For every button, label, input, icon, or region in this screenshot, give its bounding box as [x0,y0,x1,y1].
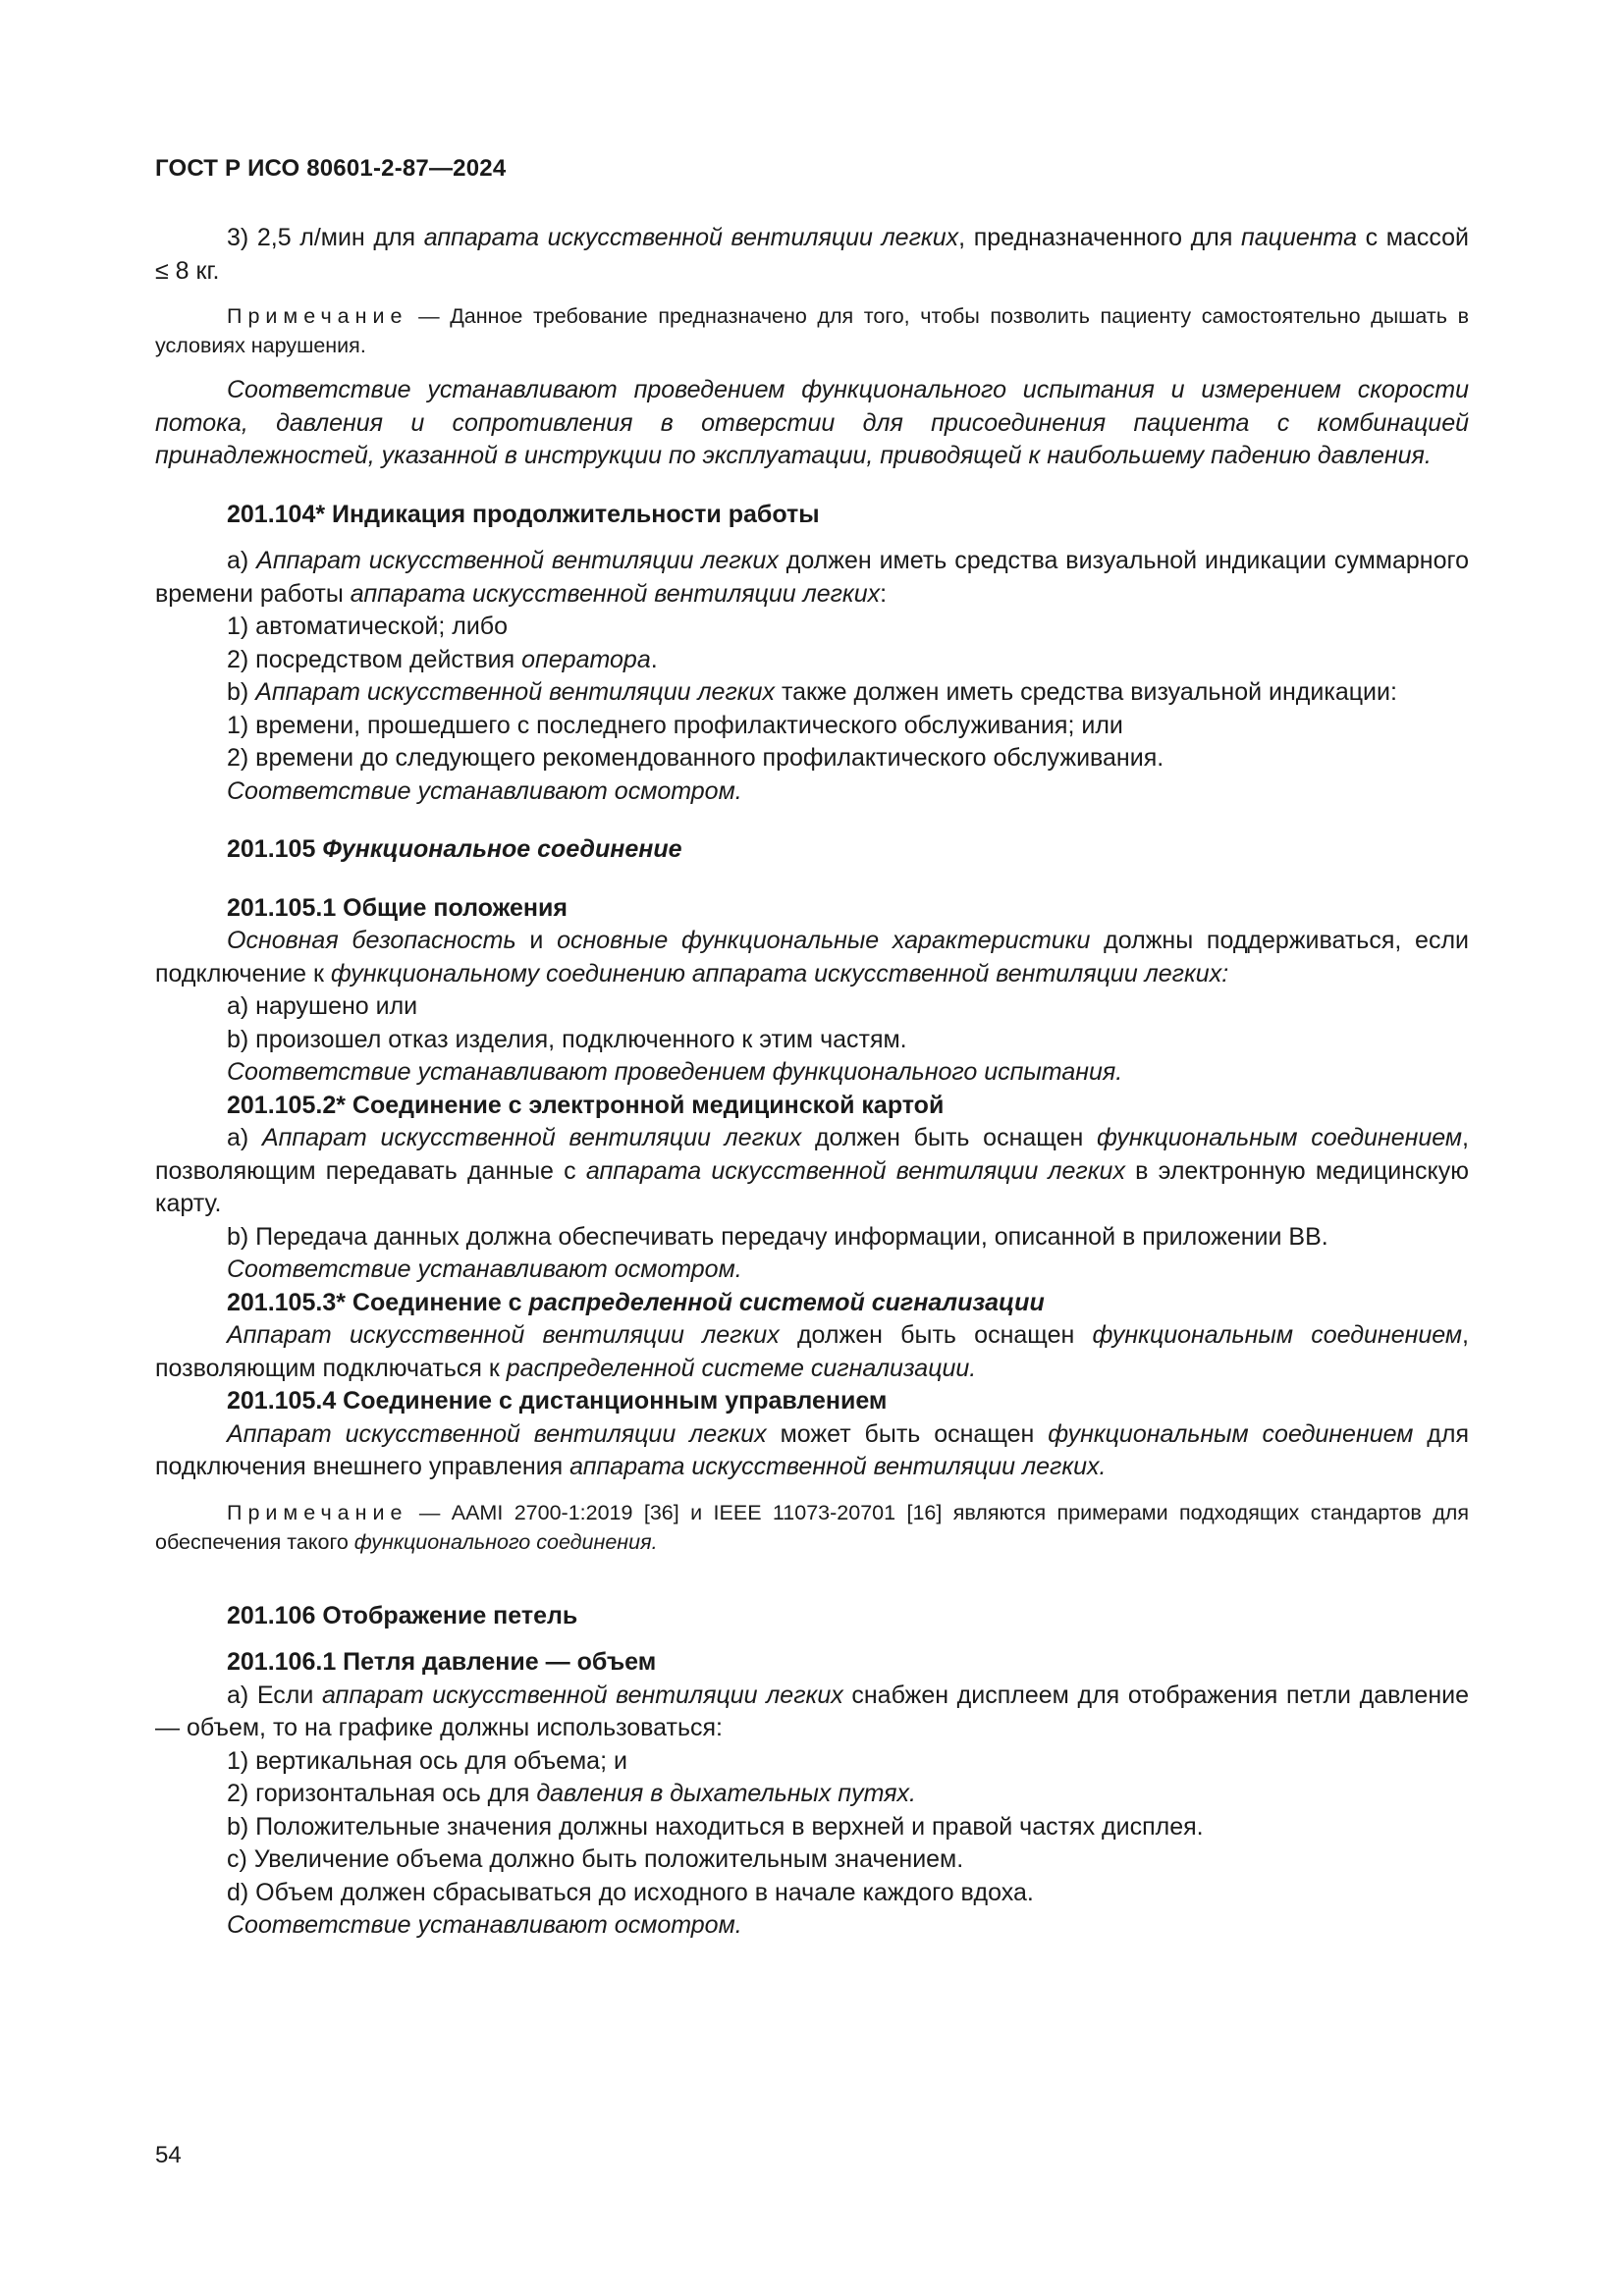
list-item-a: а) Аппарат искусственной вентиляции легких должен иметь средства визуальной индикации суммарного времени работы аппарата искусственной вентиляции легких: [155,547,1469,608]
compliance-statement: Соответствие устанавливают осмотром. [227,1255,742,1283]
compliance-statement: Соответствие устанавливают проведением функционального испытания. [227,1058,1123,1086]
note-1: Примечание — Данное требование предназначено для того, чтобы позволить пациенту самостоятельно дышать в условиях нарушения. [155,304,1469,357]
page-number: 54 [155,2142,182,2168]
compliance-statement: Соответствие устанавливают проведением функционального испытания и измерением скорости потока, давления и сопротивления в отверстии для присоединения пациента с комбинацией принадлежностей, указанной в инструкции по эксплуатации, приводящей к наибольшему падению давления. [155,376,1469,469]
compliance-statement: Соответствие устанавливают осмотром. [227,1911,742,1939]
list-item: b) Положительные значения должны находиться в верхней и правой частях дисплея. [227,1812,1204,1841]
document-header: ГОСТ Р ИСО 80601-2-87—2024 [155,155,507,182]
section-heading: 201.106 Отображение петель [227,1601,578,1629]
list-item: d) Объем должен сбрасываться до исходного в начале каждого вдоха. [227,1878,1034,1906]
paragraph: Аппарат искусственной вентиляции легких должен быть оснащен функциональным соединением, позволяющим подключаться к распределенной системе сигнализации. [155,1321,1469,1382]
section-heading: 201.105 Функциональное соединение [227,835,682,863]
list-item: 2) горизонтальная ось для давления в дыхательных путях. [227,1780,916,1807]
list-item: 1) автоматической; либо [227,613,509,640]
subsection-heading: 201.105.2* Соединение с электронной медицинской картой [227,1091,945,1119]
document-page [155,0,1469,2296]
list-item: 1) вертикальная ось для объема; и [227,1746,627,1775]
list-item-b: b) Аппарат искусственной вентиляции легких также должен иметь средства визуальной индикации: [227,678,1397,706]
subsection-heading: 201.105.3* Соединение с распределенной системой сигнализации [227,1288,1045,1316]
subsection-heading: 201.106.1 Петля давление — объем [227,1648,657,1676]
list-item-a: а) Если аппарат искусственной вентиляции легких снабжен дисплеем для отображения петли давление — объем, то на графике должны использоваться: [155,1681,1469,1741]
subsection-heading: 201.105.4 Соединение с дистанционным управлением [227,1387,888,1415]
list-item-3: 3) 2,5 л/мин для аппарата искусственной вентиляции легких, предназначенного для пациента с массой ≤ 8 кг. [155,224,1469,285]
paragraph: Основная безопасность и основные функциональные характеристики должны поддерживаться, если подключение к функциональному соединению аппарата искусственной вентиляции легких: [155,927,1469,988]
list-item: 2) времени до следующего рекомендованного профилактического обслуживания. [227,744,1164,772]
section-heading: 201.104* Индикация продолжительности работы [227,500,820,528]
list-item: b) произошел отказ изделия, подключенного к этим частям. [227,1025,907,1053]
document-body [155,222,1469,1943]
paragraph: Аппарат искусственной вентиляции легких может быть оснащен функциональным соединением для подключения внешнего управления аппарата искусственной вентиляции легких. [155,1419,1470,1480]
list-item: 2) посредством действия оператора. [227,645,658,673]
list-item: b) Передача данных должна обеспечивать передачу информации, описанной в приложении ВВ. [227,1222,1328,1251]
list-item-a: а) Аппарат искусственной вентиляции легких должен быть оснащен функциональным соединением, позволяющим передавать данные с аппарата искусственной вентиляции легких в электронную медицинскую карту. [155,1124,1470,1217]
list-item: c) Увеличение объема должно быть положительным значением. [227,1845,964,1873]
list-item: а) нарушено или [227,992,418,1020]
compliance-statement: Соответствие устанавливают осмотром. [227,776,742,805]
note-2: Примечание — AAMI 2700-1:2019 [36] и IEEE 11073-20701 [16] являются примерами подходящих стандартов для обеспечения такого функционального соединения. [155,1500,1469,1554]
subsection-heading: 201.105.1 Общие положения [227,893,568,922]
list-item: 1) времени, прошедшего с последнего профилактического обслуживания; или [227,711,1123,739]
